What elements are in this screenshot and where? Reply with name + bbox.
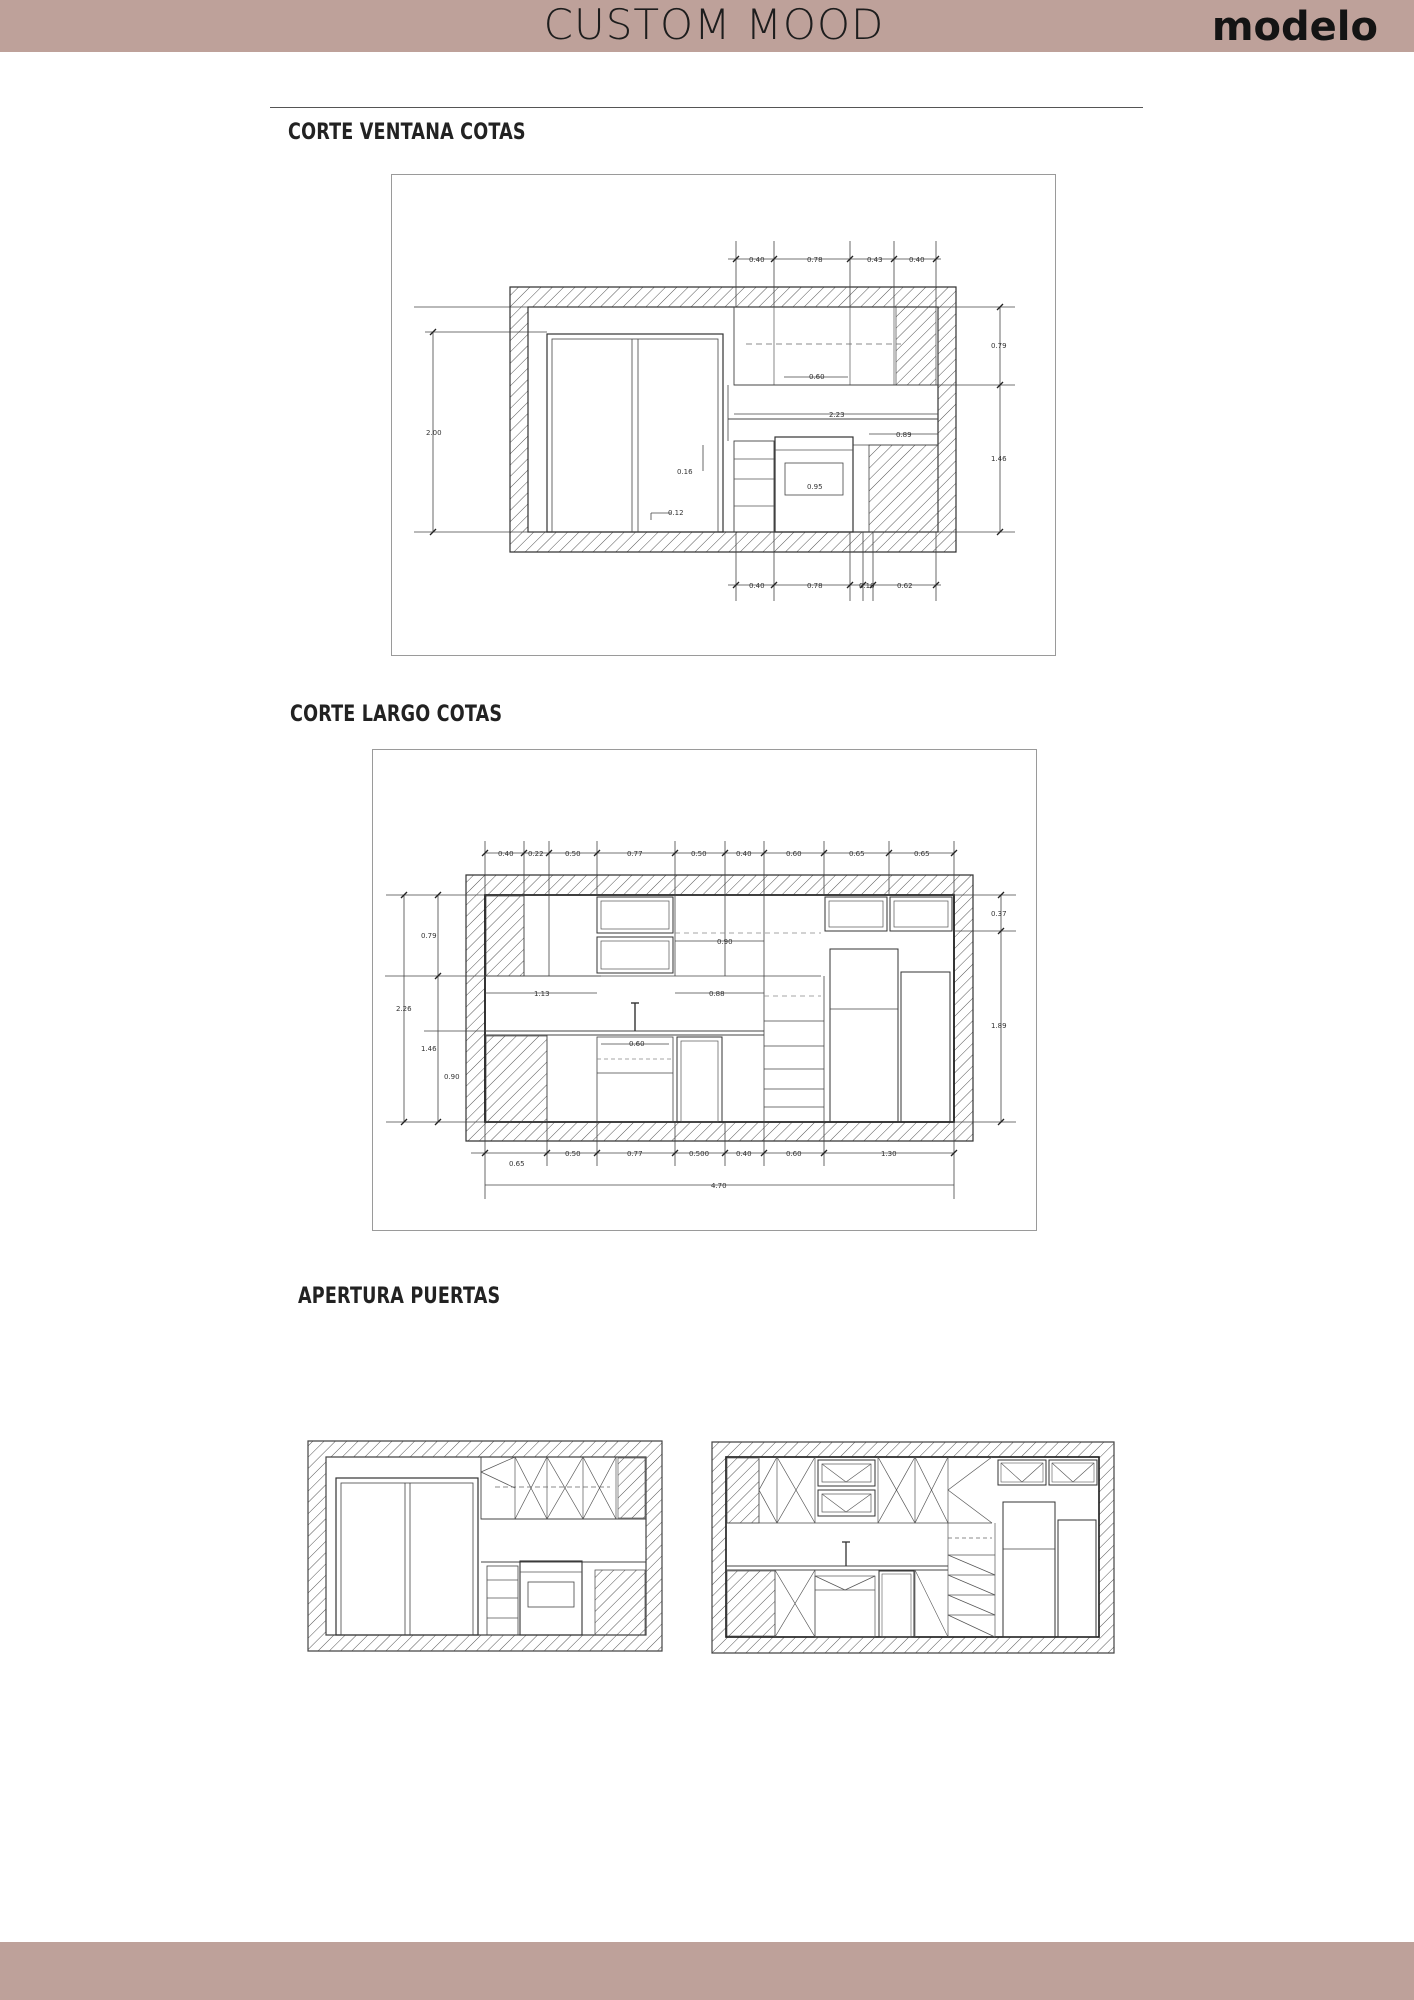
dim-bottom-3: 0.77 xyxy=(627,1150,643,1158)
dim-bottom-1: 0.40 xyxy=(749,582,765,590)
dim-total-width: 4.70 xyxy=(711,1182,727,1190)
header-title: CUSTOM MOOD xyxy=(543,0,885,49)
dim-inner-side: 0.89 xyxy=(896,431,912,439)
dim-inner-1: 0.90 xyxy=(717,938,733,946)
dim-top-3: 0.43 xyxy=(867,256,883,264)
dim-top-2: 0.22 xyxy=(528,850,544,858)
dim-top-4: 0.77 xyxy=(627,850,643,858)
dim-bottom-1: 0.65 xyxy=(509,1160,525,1168)
dim-bottom-7: 1.30 xyxy=(881,1150,897,1158)
dim-top-7: 0.60 xyxy=(786,850,802,858)
section-title-apertura-puertas: APERTURA PUERTAS xyxy=(298,1284,501,1309)
dim-top-9: 0.65 xyxy=(914,850,930,858)
dim-right-upper: 0.79 xyxy=(991,342,1007,350)
dim-bottom-4: 0.500 xyxy=(689,1150,710,1158)
dim-right-2: 1.89 xyxy=(991,1022,1007,1030)
dim-left-4: 0.90 xyxy=(444,1073,460,1081)
door-opening-diagram-ventana xyxy=(306,1440,664,1654)
dim-top-3: 0.50 xyxy=(565,850,581,858)
dim-top-2: 0.78 xyxy=(807,256,823,264)
dim-top-5: 0.50 xyxy=(691,850,707,858)
dim-inner-oven: 0.95 xyxy=(807,483,823,491)
drawing-corte-ventana xyxy=(391,174,1056,656)
section-title-corte-ventana: CORTE VENTANA COTAS xyxy=(288,120,526,145)
dim-bottom-4: 0.62 xyxy=(897,582,913,590)
dim-inner-4: 0.60 xyxy=(629,1040,645,1048)
dim-bottom-3: 0.10 xyxy=(859,582,875,590)
dim-top-1: 0.40 xyxy=(498,850,514,858)
dim-left-3: 1.46 xyxy=(421,1045,437,1053)
section-title-corte-largo: CORTE LARGO COTAS xyxy=(290,702,503,727)
dim-top-8: 0.65 xyxy=(849,850,865,858)
dim-left-1: 0.79 xyxy=(421,932,437,940)
dim-bottom-2: 0.50 xyxy=(565,1150,581,1158)
dim-inner-hood: 0.60 xyxy=(809,373,825,381)
dim-top-1: 0.40 xyxy=(749,256,765,264)
dim-right-lower: 1.46 xyxy=(991,455,1007,463)
door-opening-diagram-largo xyxy=(710,1440,1116,1656)
dim-bottom-5: 0.40 xyxy=(736,1150,752,1158)
top-divider xyxy=(270,107,1143,108)
dim-inner-2: 1.13 xyxy=(534,990,550,998)
dim-right-1: 0.37 xyxy=(991,910,1007,918)
dim-bottom-2: 0.78 xyxy=(807,582,823,590)
dim-left-height: 2.00 xyxy=(426,429,442,437)
page-footer xyxy=(0,1942,1414,2000)
dim-left-2: 2.26 xyxy=(396,1005,412,1013)
dim-inner-sill: 0.12 xyxy=(668,509,684,517)
page-header xyxy=(0,0,1414,52)
elevation-corte-ventana xyxy=(392,175,1054,654)
dim-top-4: 0.40 xyxy=(909,256,925,264)
dim-inner-counter: 2.23 xyxy=(829,411,845,419)
dim-inner-drawer: 0.16 xyxy=(677,468,693,476)
dim-bottom-6: 0.60 xyxy=(786,1150,802,1158)
dim-top-6: 0.40 xyxy=(736,850,752,858)
brand-logo: modelo xyxy=(1211,4,1378,50)
dim-inner-3: 0.88 xyxy=(709,990,725,998)
drawing-corte-largo xyxy=(372,749,1037,1231)
elevation-corte-largo xyxy=(373,750,1035,1229)
